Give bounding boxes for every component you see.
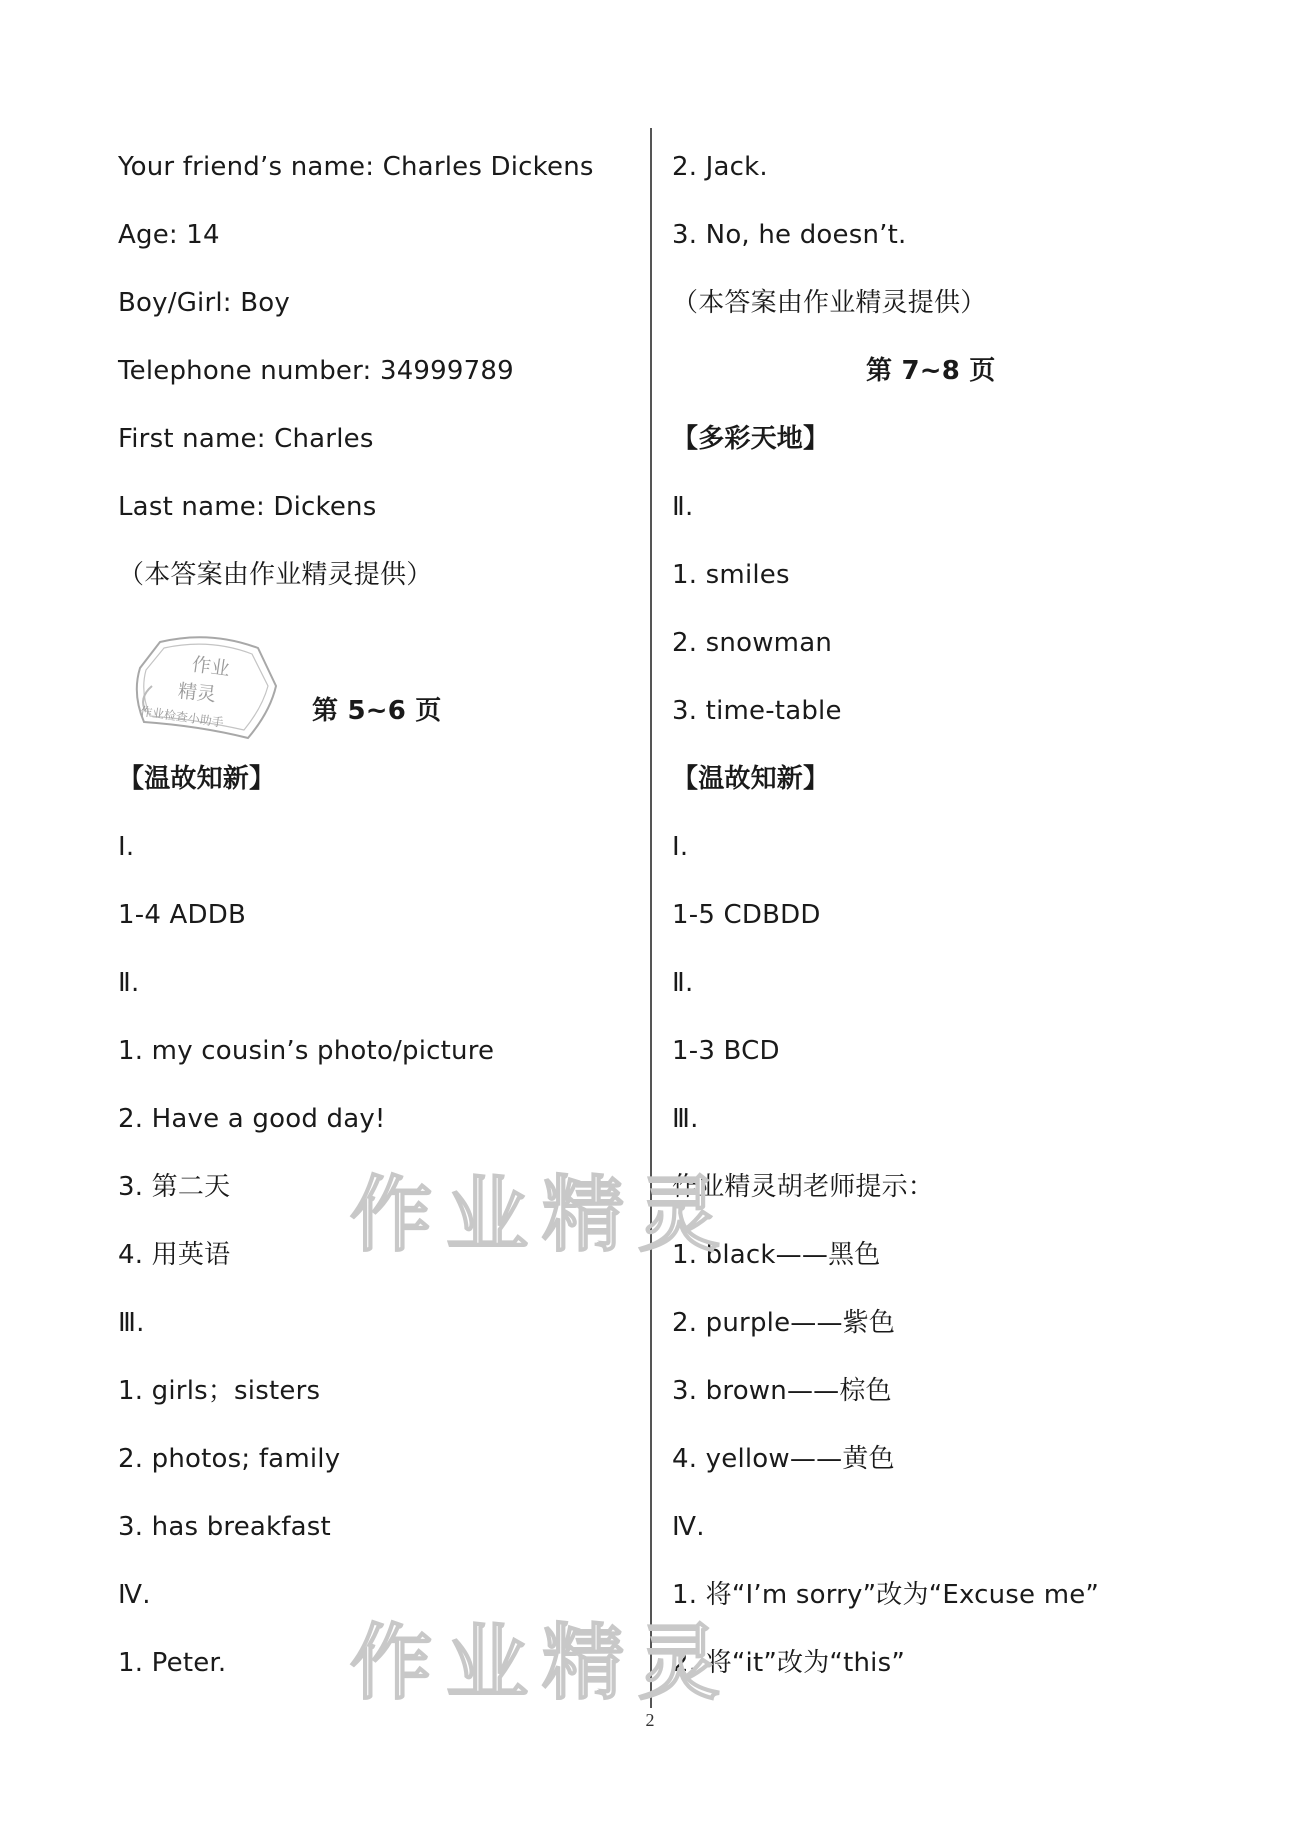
answer-line: 2. snowman bbox=[672, 628, 833, 658]
age-line: Age: 14 bbox=[118, 220, 220, 250]
stamp-top-text: 作业 bbox=[190, 653, 232, 681]
answer-source-note: （本答案由作业精灵提供） bbox=[672, 288, 987, 318]
answer-line: 3. has breakfast bbox=[118, 1512, 331, 1542]
answer-line: 2. purple——紫色 bbox=[672, 1308, 896, 1338]
page-number: 2 bbox=[645, 1710, 655, 1730]
section-heading-review: 【温故知新】 bbox=[672, 764, 830, 794]
teacher-hint: 作业精灵胡老师提示： bbox=[672, 1172, 935, 1202]
answer-line: 2. photos; family bbox=[118, 1444, 341, 1474]
answer-line: 2. Jack. bbox=[672, 152, 768, 182]
answer-line: 2. 将“it”改为“this” bbox=[672, 1648, 906, 1678]
answer-line: 1-4 ADDB bbox=[118, 900, 246, 930]
part-one-label: Ⅰ. bbox=[672, 832, 689, 862]
section-heading-review: 【温故知新】 bbox=[118, 764, 276, 794]
part-one-label: Ⅰ. bbox=[118, 832, 135, 862]
section-title-p7-8: 第 7~8 页 bbox=[866, 356, 996, 386]
answer-source-note: （本答案由作业精灵提供） bbox=[118, 560, 433, 590]
answer-line: 1-3 BCD bbox=[672, 1036, 780, 1066]
answer-line: 1. 将“I’m sorry”改为“Excuse me” bbox=[672, 1580, 1100, 1610]
stamp-bottom-text: 作业检查小助手 bbox=[139, 704, 225, 730]
answer-line: 2. Have a good day! bbox=[118, 1104, 386, 1134]
answer-line: 4. 用英语 bbox=[118, 1240, 231, 1270]
friend-name-line: Your friend’s name: Charles Dickens bbox=[118, 152, 594, 182]
answer-line: 3. brown——棕色 bbox=[672, 1376, 892, 1406]
answer-line: 4. yellow——黄色 bbox=[672, 1444, 895, 1474]
answer-line: 1. black——黑色 bbox=[672, 1240, 881, 1270]
part-four-label: Ⅳ. bbox=[672, 1512, 705, 1542]
first-name-line: First name: Charles bbox=[118, 424, 374, 454]
part-two-label: Ⅱ. bbox=[672, 968, 694, 998]
answer-line: 3. 第二天 bbox=[118, 1172, 231, 1202]
telephone-line: Telephone number: 34999789 bbox=[118, 356, 514, 386]
stamp-middle-text: 精灵 bbox=[176, 680, 217, 706]
answer-line: 1. my cousin’s photo/picture bbox=[118, 1036, 495, 1066]
last-name-line: Last name: Dickens bbox=[118, 492, 377, 522]
column-divider bbox=[650, 128, 652, 1708]
answer-line: 1. smiles bbox=[672, 560, 790, 590]
watermark: 作业精灵 bbox=[350, 1616, 735, 1711]
part-three-label: Ⅲ. bbox=[672, 1104, 699, 1134]
section-title-p5-6: 第 5~6 页 bbox=[312, 696, 442, 726]
answer-line: 1-5 CDBDD bbox=[672, 900, 821, 930]
part-two-label: Ⅱ. bbox=[672, 492, 694, 522]
gender-line: Boy/Girl: Boy bbox=[118, 288, 290, 318]
stamp-logo bbox=[130, 628, 280, 746]
answer-line: 1. girls；sisters bbox=[118, 1376, 321, 1406]
part-four-label: Ⅳ. bbox=[118, 1580, 151, 1610]
part-three-label: Ⅲ. bbox=[118, 1308, 145, 1338]
watermark: 作业精灵 bbox=[350, 1168, 735, 1263]
answer-line: 3. time-table bbox=[672, 696, 842, 726]
answer-line: 1. Peter. bbox=[118, 1648, 227, 1678]
section-heading-colorful: 【多彩天地】 bbox=[672, 424, 830, 454]
part-two-label: Ⅱ. bbox=[118, 968, 140, 998]
answer-line: 3. No, he doesn’t. bbox=[672, 220, 907, 250]
